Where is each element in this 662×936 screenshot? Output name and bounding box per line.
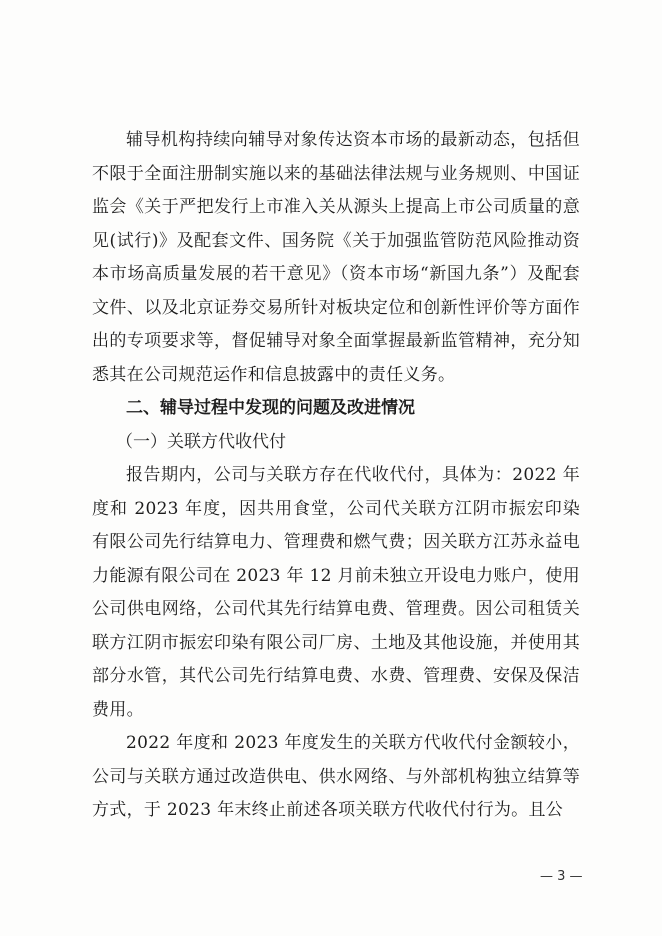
document-body xyxy=(92,124,580,828)
page-number: — 3 — xyxy=(540,869,583,884)
paragraph-counseling-updates: 辅导机构持续向辅导对象传达资本市场的最新动态，包括但不限于全面注册制实施以来的基础法律法规与业务规则、中国证监会《关于严把发行上市准入关从源头上提高上市公司质量的意见(试行)》及配套文件、国务院《关于加强监管防范风险推动资本市场高质量发展的若干意见》（资本市场“新国九条”）及配套文件、以及北京证券交易所针对板块定位和创新性评价等方面作出的专项要求等，督促辅导对象全面掌握最新监管精神，充分知悉其在公司规范运作和信息披露中的责任义务。 xyxy=(92,130,580,385)
paragraph-related-party-details: 报告期内，公司与关联方存在代收代付，具体为：2022 年度和 2023 年度，因共用食堂，公司代关联方江阴市振宏印染有限公司先行结算电力、管理费和燃气费；因关联方江苏永益电力能源有限公司在 2023 年 12 月前未独立开设电力账户，使用公司供电网络，公司代其先行结算电费、管理费。因公司租赁关联方江阴市振宏印染有限公司厂房、土地及其他设施，并使用其部分水管，其代公司先行结算电费、水费、管理费、安保及保洁费用。 xyxy=(92,465,580,720)
paragraph-related-party-termination: 2022 年度和 2023 年度发生的关联方代收代付金额较小，公司与关联方通过改造供电、供水网络、与外部机构独立结算等方式，于 2023 年末终止前述各项关联方代收代付行为。且公 xyxy=(92,733,580,820)
section-heading: 二、辅导过程中发现的问题及改进情况 xyxy=(126,398,415,418)
subsection-heading: （一）关联方代收代付 xyxy=(116,431,286,452)
